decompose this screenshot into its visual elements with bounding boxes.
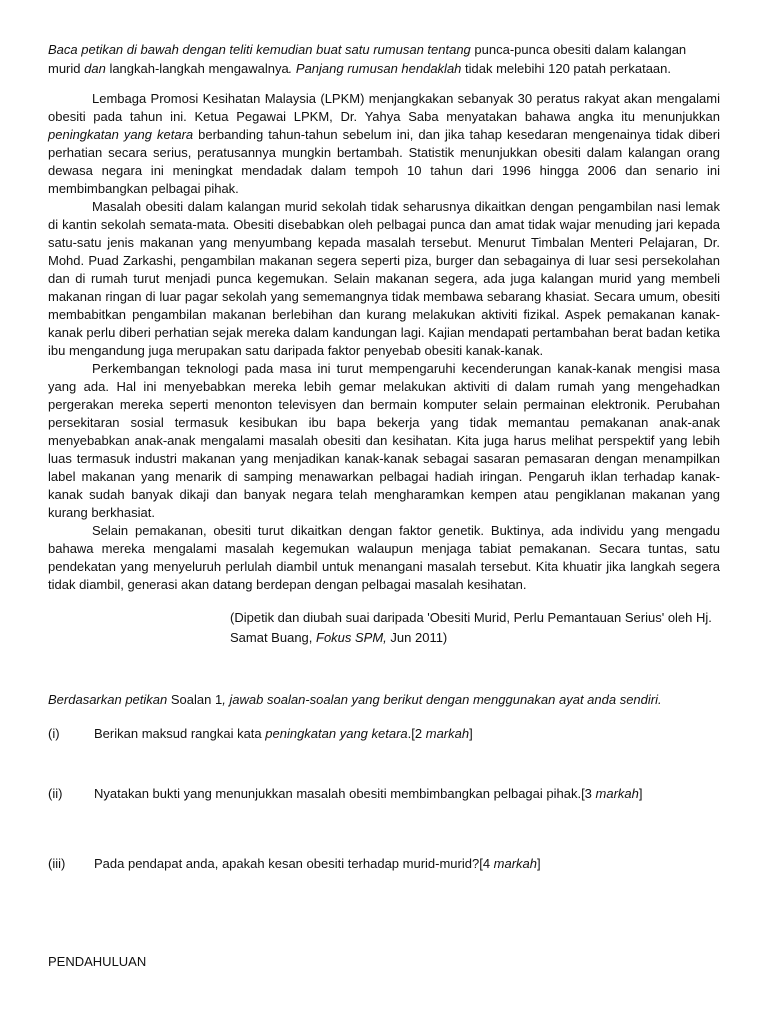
instruction-part: Baca petikan di bawah dengan teliti kemudian buat satu rumusan tentang [48, 42, 475, 57]
instruction-topic-1: punca-punca obesiti dalam kalangan murid [48, 42, 687, 76]
instruction-word-limit: tidak melebihi 120 patah perkataan [465, 61, 668, 76]
question-mark-word: markah [425, 726, 470, 741]
question-number: (i) [48, 726, 60, 741]
question-text [94, 854, 541, 874]
question-mark-word: markah [493, 856, 538, 871]
instruction-topic-2: langkah-langkah mengawalnya [109, 61, 289, 76]
instruction-part: . [667, 61, 672, 76]
question-text [94, 784, 643, 804]
question-mark-word: markah [595, 786, 639, 801]
section-heading: PENDAHULUAN [48, 954, 147, 969]
paragraph-text: berbanding tahun-tahun sebelum ini, dan jika tahap kesedaran mengenainya tidak diberi perhatian secara serius, peratusannya mungkin bertambah. Statistik menunjukkan obesiti dalam kalangan orang dewasa negara ini meningkat mendadak dalam tempoh 10 tahun dari 1996 hingga 2006 dan senario ini membimbangkan pelbagai pihak. [48, 127, 721, 196]
passage-paragraph-3: Perkembangan teknologi pada masa ini turut mempengaruhi kecenderungan kanak-kanak mengisi masa yang ada. Hal ini menyebabkan mereka lebih gemar melakukan aktiviti di dalam rumah yang mengehadkan pergerakan mereka seperti menonton televisyen dan bermain komputer selain permainan elektronik. Perubahan persekitaran sosial termasuk kesibukan ibu bapa bekerja yang tidak memantau pemakanan anak-anak menyebabkan anak-anak mengalami masalah obesiti dan kesihatan. Kita juga harus melihat perspektif yang lebih luas termasuk industri makanan yang menjadikan kanak-kanak sebagai sasaran pemasaran dengan menampilkan label makanan yang menarik di samping menawarkan pelbagai hadiah iringan. Pengaruh iklan terhadap kanak-kanak sudah banyak dikaji dan banyak negara telah mengharamkan kempen atau pengiklanan makanan yang kurang berkhasiat. [48, 361, 720, 520]
question-3 [48, 854, 720, 874]
intro-text: , jawab soalan-soalan yang berikut dengan menggunakan ayat anda sendiri. [222, 692, 662, 707]
instruction [48, 40, 720, 78]
question-body: Berikan maksud rangkai kata [94, 726, 266, 741]
question-number: (iii) [48, 856, 66, 871]
question-mark-close: ] [537, 856, 541, 871]
question-italic-phrase: peningkatan yang ketara [265, 726, 408, 741]
paragraph-italic-phrase: peningkatan yang ketara [48, 127, 194, 142]
citation-date: Jun 2011) [386, 630, 448, 645]
question-mark-close: ] [469, 726, 473, 741]
passage-paragraph-4: Selain pemakanan, obesiti turut dikaitkan dengan faktor genetik. Buktinya, ada individu yang mengadu bahawa mereka mengalami masalah kegemukan walaupun menjaga tabiat pemakanan. Secara tuntas, satu pendekatan yang menyeluruh perlulah diambil untuk menangani masalah tersebut. Kita khuatir jika langkah segera tidak diambil, generasi akan datang berdepan dengan pelbagai masalah kesihatan. [48, 523, 720, 592]
question-1 [48, 724, 720, 744]
question-mark-close: ] [638, 786, 643, 801]
instruction-part: dan [80, 61, 110, 76]
passage [48, 90, 720, 594]
document-page [48, 40, 720, 874]
question-2 [48, 784, 720, 804]
intro-question-ref: Soalan 1 [170, 692, 223, 707]
citation-publication: Fokus SPM, [316, 630, 387, 645]
question-text [94, 724, 473, 744]
question-number: (ii) [48, 786, 63, 801]
intro-text: Berdasarkan petikan [48, 692, 171, 707]
source-citation [230, 608, 720, 648]
instruction-part: . Panjang rumusan hendaklah [288, 61, 466, 76]
question-body: Pada pendapat anda, apakah kesan obesiti terhadap murid-murid?[4 [94, 856, 494, 871]
question-mark-open: .[2 [407, 726, 426, 741]
passage-paragraph-1 [48, 90, 720, 198]
passage-paragraph-2: Masalah obesiti dalam kalangan murid sekolah tidak seharusnya dikaitkan dengan pengambilan nasi lemak di kantin sekolah semata-mata. Obesiti disebabkan oleh pelbagai punca dan amat tidak wajar menuding jari kepada satu-satu jenis makanan yang menyumbang kepada masalah tersebut. Menurut Timbalan Menteri Pelajaran, Dr. Mohd. Puad Zarkashi, pengambilan makanan segera seperti piza, burger dan sebagainya di luar sesi persekolahan dan di rumah turut menjadi punca kegemukan. Selain makanan segera, ada juga kalangan murid yang membeli makanan ringan di luar pagar sekolah yang sememangnya tidak membawa sebarang khasiat. Secara umum, obesiti membabitkan pengambilan makanan berlebihan dan kurang melakukan aktiviti fizikal. Aspek pemakanan kanak-kanak perlu diberi perhatian sejak mereka dalam kandungan lagi. Kajian mendapati pertambahan berat badan ketika ibu mengandung juga merupakan satu daripada faktor penyebab obesiti kanak-kanak. [48, 199, 720, 358]
citation-text: (Dipetik dan diubah suai daripada 'Obesiti Murid, Perlu Pemantauan Serius' oleh Hj. Samat Buang, [230, 610, 712, 645]
question-body: Nyatakan bukti yang menunjukkan masalah obesiti membimbangkan pelbagai pihak.[3 [94, 786, 596, 801]
paragraph-text: Lembaga Promosi Kesihatan Malaysia (LPKM) menjangkakan sebanyak 30 peratus rakyat akan mengalami obesiti pada tahun ini. Ketua Pegawai LPKM, Dr. Yahya Saba menyatakan bahawa angka itu menunjukkan [48, 91, 720, 124]
questions-intro [48, 690, 720, 710]
